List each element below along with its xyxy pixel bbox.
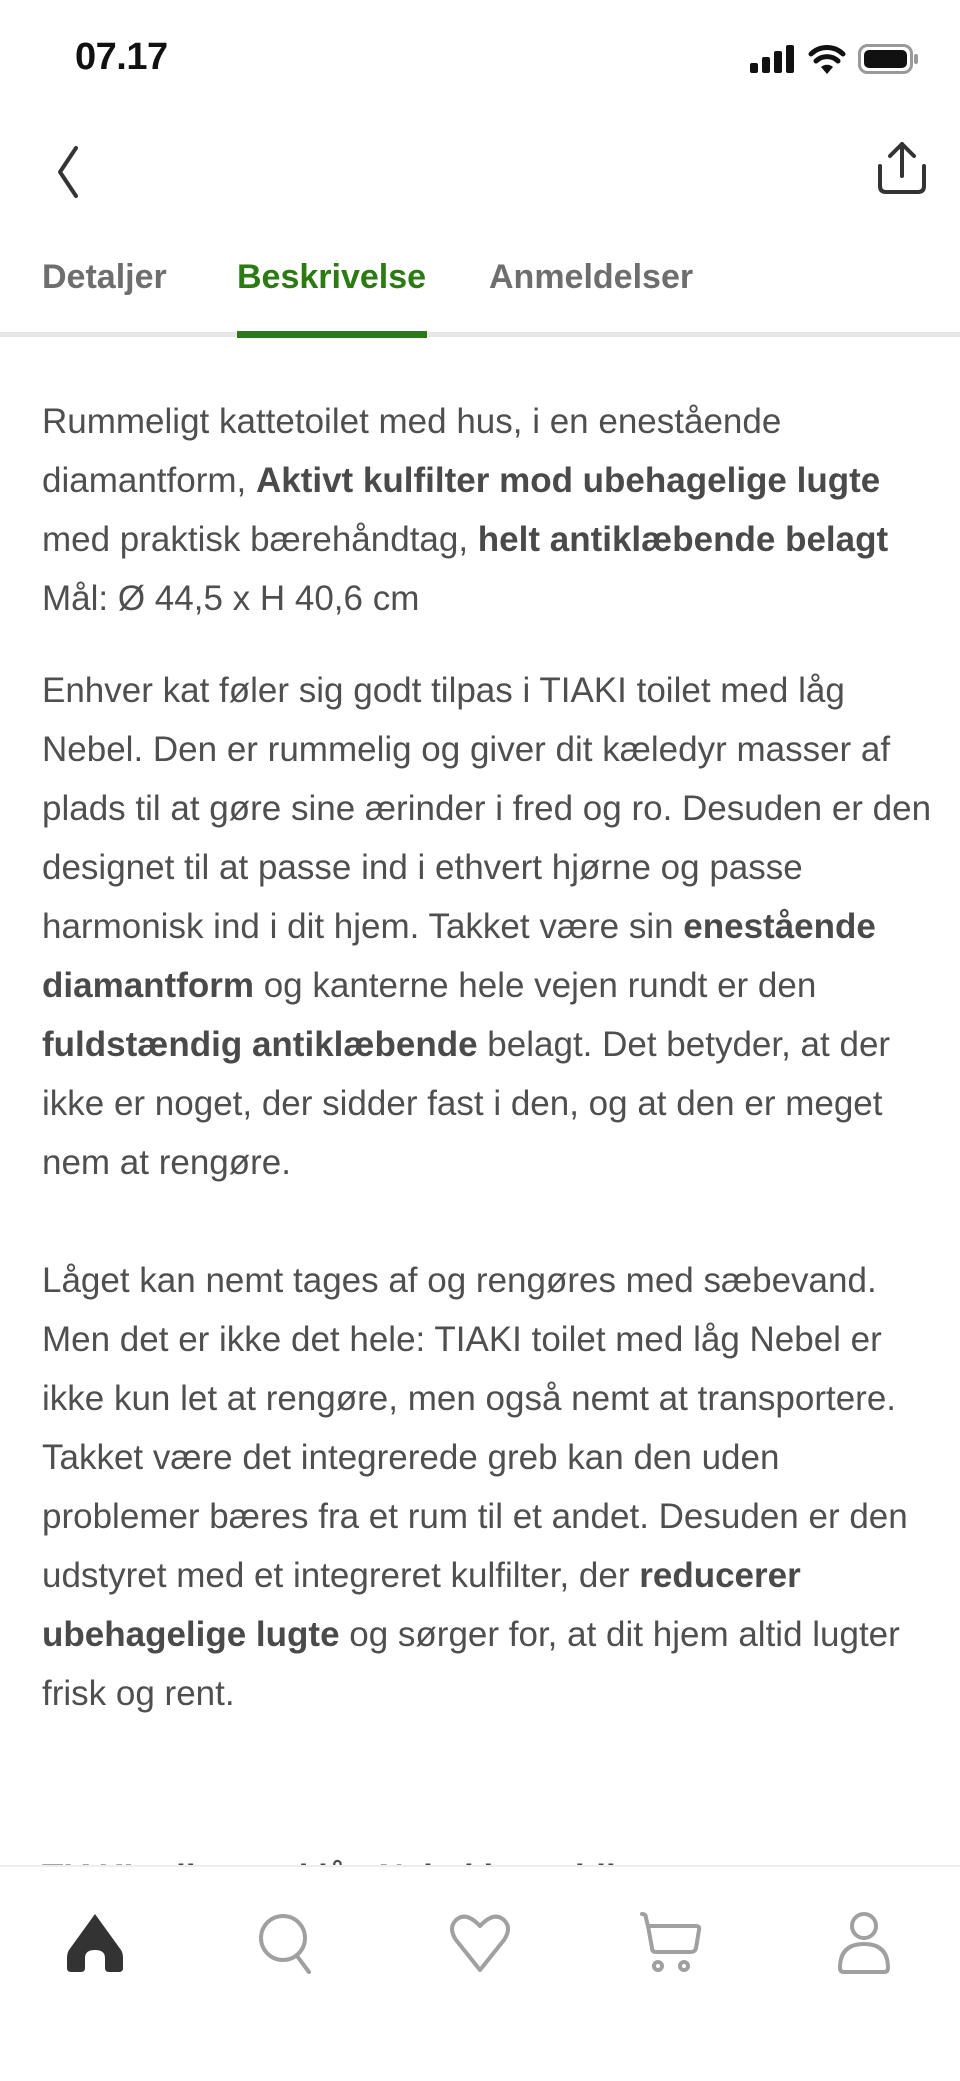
tab-detaljer[interactable]: Detaljer — [42, 258, 167, 296]
description-paragraph: Enhver kat føler sig godt tilpas i TIAKI toilet med låg Nebel. Den er rummelig og giver dit kæledyr masser af plads til at gøre sine ærinder i fred og ro. Desuden er den designet til at passe ind i ethvert hjørne og passe harmonisk ind i dit hjem. Takket være sin enestående diamantform og kanterne hele vejen rundt er den fuldstændig antiklæbende belagt. Det betyder, at der ikke er noget, der sidder fast i den, og at den er meget nem at rengøre. — [42, 671, 932, 1182]
description-content — [42, 392, 932, 1723]
bottom-nav — [0, 1865, 960, 2081]
status-icons — [750, 44, 920, 74]
description-paragraph: Låget kan nemt tages af og rengøres med sæbevand. Men det er ikke det hele: TIAKI toilet med låg Nebel er ikke kun let at rengøre, men også nemt at transportere. Takket være det integrerede greb kan den uden problemer bæres fra et rum til et andet. Desuden er den udstyret med et integreret kulfilter, der reducerer ubehagelige lugte og sørger for, at dit hjem altid lugter frisk og rent. — [42, 1261, 908, 1713]
active-tab-indicator — [237, 331, 427, 338]
user-icon — [834, 1912, 894, 1974]
battery-icon — [858, 44, 920, 74]
nav-profile[interactable] — [824, 1903, 904, 1983]
nav-favorites[interactable] — [440, 1903, 520, 1983]
cellular-signal-icon — [750, 45, 796, 73]
cart-icon — [638, 1912, 704, 1974]
description-paragraph: Rummeligt kattetoilet med hus, i en enestående diamantform, Aktivt kulfilter mod ubehagelige lugte med praktisk bærehåndtag, helt antiklæbende belagt Mål: Ø 44,5 x H 40,6 cm — [42, 402, 889, 618]
tab-anmeldelser[interactable]: Anmeldelser — [489, 258, 694, 296]
tab-bar — [0, 240, 960, 336]
status-time: 07.17 — [75, 36, 168, 78]
search-icon — [257, 1912, 317, 1974]
status-bar — [0, 0, 960, 120]
nav-cart[interactable] — [631, 1903, 711, 1983]
chevron-left-icon — [48, 140, 88, 200]
tabs-divider — [0, 332, 960, 337]
back-button[interactable] — [48, 140, 98, 210]
nav-search[interactable] — [247, 1903, 327, 1983]
share-button[interactable] — [874, 134, 934, 204]
heart-icon — [448, 1912, 512, 1974]
home-icon — [65, 1912, 125, 1974]
tab-beskrivelse[interactable]: Beskrivelse — [237, 258, 427, 296]
nav-bar — [0, 120, 960, 220]
share-icon — [874, 134, 930, 198]
wifi-icon — [808, 44, 846, 74]
nav-home[interactable] — [55, 1903, 135, 1983]
